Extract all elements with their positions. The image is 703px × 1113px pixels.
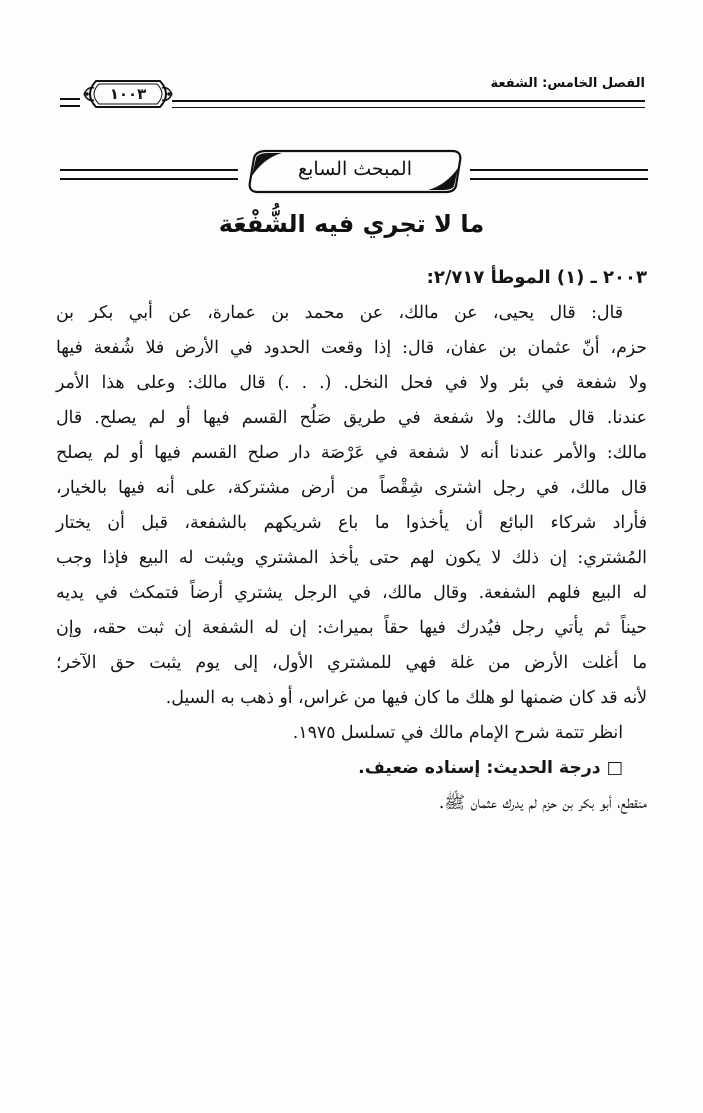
hadith-text	[56, 296, 647, 821]
reference-note: انظر تتمة شرح الإمام مالك في تسلسل ١٩٧٥.	[292, 723, 623, 743]
text-line: عندنا. قال مالك: ولا شفعة في طريق صَلُح القسم فيها أو لم يصلح. قال	[56, 408, 647, 428]
text-line: له البيع فلهم الشفعة. وقال مالك، في الرجل يشتري أرضاً فتمكث في يديه	[56, 583, 647, 603]
text-line: حزم، أنّ عثمان بن عفان، قال: إذا وقعت الحدود في الأرض فلا شُفعة فيها	[56, 338, 647, 358]
grade-explanation: منقطع، أبو بكر بن حزم لم يدرك عثمان ﷺ.	[438, 793, 647, 813]
page-number-ornament	[82, 78, 174, 110]
hadith-grade	[56, 751, 647, 786]
running-header-chapter: الفصل الخامس: الشفعة	[490, 76, 645, 91]
hadith-grade-text: درجة الحديث: إسناده ضعيف.	[358, 758, 601, 778]
text-line: قال مالك، في رجل اشترى شِقْصاً من أرض مشتركة، على أنه فيها بالخيار،	[56, 478, 647, 498]
text-line: مالك: والأمر عندنا أنه لا شفعة في عَرْصَة دار صلح القسم فيها أو لم يصلح	[56, 443, 647, 463]
section-label-frame	[242, 146, 468, 198]
text-line: ما أغلت الأرض من غلة فهي للمشتري الأول، إلى يوم يثبت حق الآخر؛	[56, 653, 647, 673]
text-line: حيناً ثم يأتي رجل فيُدرك فيها حقاً بميراث: إن له الشفعة إن ثبت حقه، وإن	[56, 618, 647, 638]
text-line: المُشتري: إن ذلك لا يكون لهم حتى يأخذ المشتري ويثبت له البيع فإذا وجب	[56, 548, 647, 568]
text-line: فأراد شركاء البائع أن يأخذوا ما باع شريكهم بالشفعة، قبل أن يختار	[56, 513, 647, 533]
chapter-title: ما لا تجري فيه الشُّفْعَة	[218, 210, 485, 238]
section-rule-right	[470, 169, 648, 180]
text-line: ولا شفعة في بئر ولا في فحل النخل. (. . .) قال مالك: وعلى هذا الأمر	[56, 373, 647, 393]
header-rule	[172, 100, 645, 108]
text-line: لأنه قد كان ضمنها لو هلك ما كان فيها من غراس، أو ذهب به السيل.	[165, 688, 647, 708]
section-label: المبحث السابع	[298, 158, 412, 180]
page-number: ١٠٠٣	[109, 85, 147, 103]
hadith-heading: ٢٠٠٣ ـ (١) الموطأ ٢/٧١٧:	[426, 267, 647, 288]
section-rule-left	[60, 169, 238, 180]
square-bullet-icon: □	[606, 758, 623, 778]
text-line: قال: قال يحيى، عن مالك، عن محمد بن عمارة، عن أبي بكر بن	[56, 303, 623, 323]
header-left-dash	[60, 98, 80, 107]
